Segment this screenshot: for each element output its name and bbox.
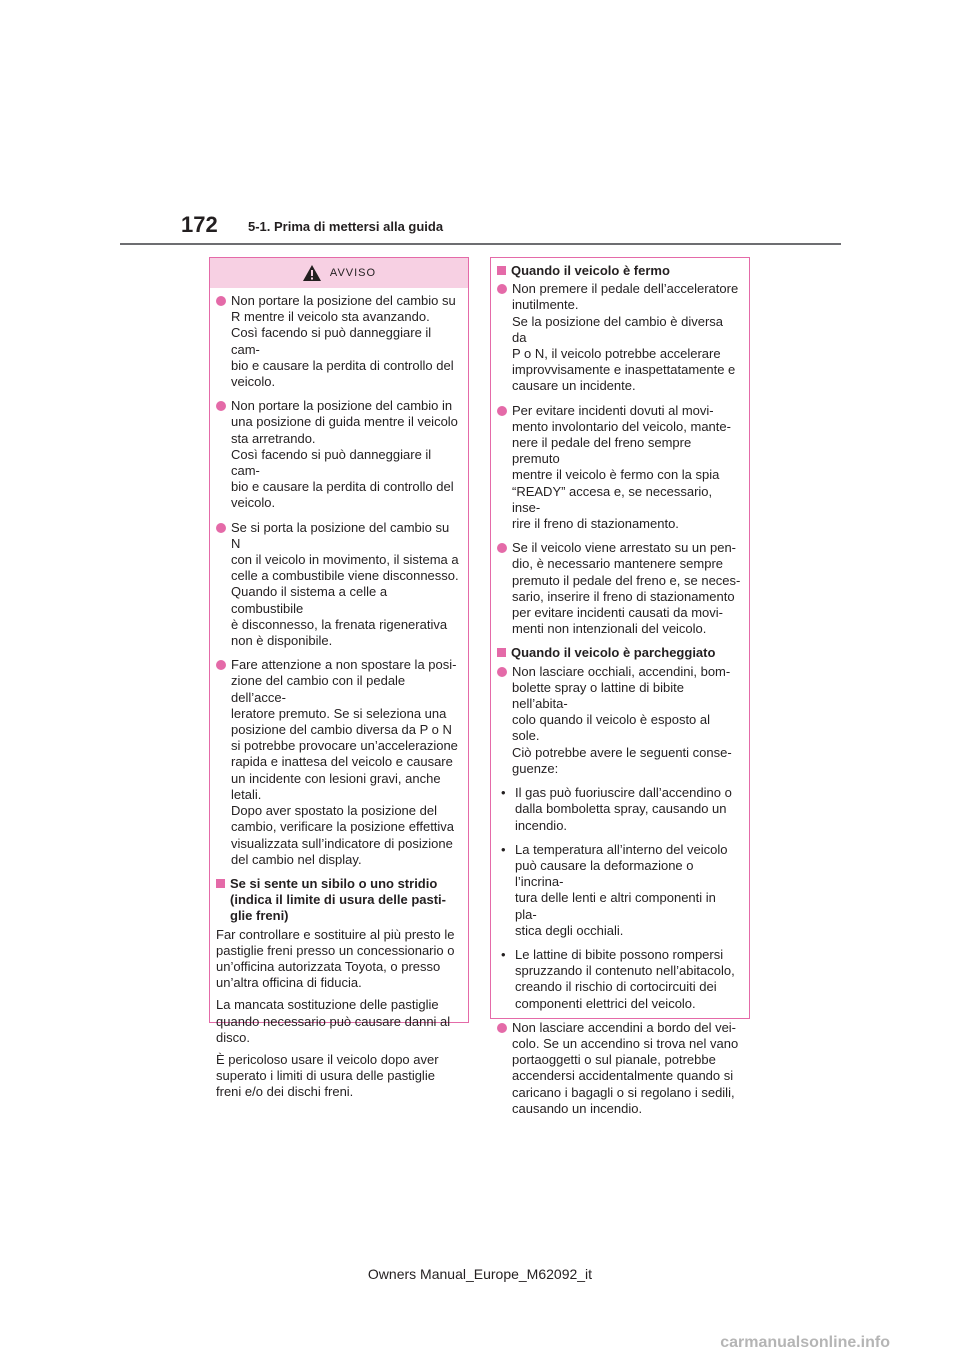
page-number: 172	[181, 212, 218, 237]
subheading	[216, 876, 460, 925]
list-item-text: Fare attenzione a non spostare la posi- zione del cambio con il pedale dell’acce- leratore premuto. Se si seleziona una posizione del cambio diversa da P o N si potrebbe provocare un’accelerazione rapida e inattesa del veicolo e causare un incidente con lesioni gravi, anche letali. Dopo aver spostato la posizione del cambio, verificare la posizione effettiva visualizzata sull’indicatore di posizione del cambio nel display.	[231, 657, 458, 867]
subheading-text: Se si sente un sibilo o uno stridio (indica il limite di usura delle pasti- glie freni)	[230, 875, 446, 924]
warning-content	[210, 288, 468, 1113]
dot-list-item	[497, 947, 741, 1012]
warning-label: AVVISO	[329, 266, 377, 279]
list-item-text: Per evitare incidenti dovuti al movi- mento involontario del veicolo, mante- nere il pedale del freno sempre premuto mentre il veicolo è fermo con la spia “READY” accesa e, se necessario, inse- rire il freno di stazionamento.	[512, 402, 731, 532]
list-item	[497, 1020, 741, 1117]
bullet-icon	[497, 667, 507, 677]
subheading-text: Quando il veicolo è fermo	[511, 263, 670, 278]
warning-box	[209, 257, 469, 1100]
watermark: carmanualsonline.info	[720, 1334, 890, 1351]
page-header	[0, 0, 960, 250]
list-item-text: Non premere il pedale dell’acceleratore inutilmente. Se la posizione del cambio è diversa da P o N, il veicolo potrebbe accelerare improvvisamente e inaspettatamente e causare un incidente.	[512, 281, 739, 394]
dot-list-item	[497, 785, 741, 834]
subheading	[497, 263, 741, 279]
bullet-icon	[216, 296, 226, 306]
dot-list-item-text: Il gas può fuoriuscire dall’accendino o dalla bomboletta spray, causando un incendio.	[515, 785, 732, 833]
list-item	[216, 657, 460, 868]
dot-list-item	[497, 842, 741, 939]
bullet-icon	[216, 660, 226, 670]
info-content	[491, 258, 749, 1131]
list-item	[216, 293, 460, 390]
list-item-text: Non lasciare occhiali, accendini, bom- bolette spray o lattine di bibite nell’abita- colo quando il veicolo è esposto al sole. Ciò potrebbe avere le seguenti conse- guenze:	[512, 663, 732, 776]
square-bullet-icon	[497, 266, 506, 275]
subheading-text: Quando il veicolo è parcheggiato	[511, 645, 716, 661]
dot-bullet-icon: •	[501, 785, 506, 801]
square-bullet-icon	[497, 648, 506, 657]
dot-list-item-text: Le lattine di bibite possono rompersi spruzzando il contenuto nell’abitacolo, creando il rischio di cortocircuiti dei componenti elettrici del veicolo.	[515, 946, 735, 1011]
warning-header	[210, 258, 468, 288]
list-item-text: Non lasciare accendini a bordo del vei- colo. Se un accendino si trova nel vano portaoggetti o sul pianale, potrebbe accendersi accidentalmente quando si caricano i bagagli o si regolano i sedili, causando un incendio.	[512, 1019, 739, 1116]
info-box	[490, 257, 750, 1116]
section-title: 5-1. Prima di mettersi alla guida	[248, 219, 444, 234]
list-item	[216, 398, 460, 511]
paragraph: È pericoloso usare il veicolo dopo aver superato i limiti di usura delle pastiglie freni e/o dei dischi freni.	[216, 1051, 439, 1100]
dot-list-item-text: La temperatura all’interno del veicolo può causare la deformazione o l’incrina- tura delle lenti e altri componenti in pla- stica degli occhiali.	[515, 841, 728, 938]
list-item	[216, 520, 460, 650]
list-item-text: Non portare la posizione del cambio in una posizione di guida mentre il veicolo sta arretrando. Così facendo si può danneggiare il cam- bio e causare la perdita di controllo del veicolo.	[231, 398, 458, 511]
square-bullet-icon	[216, 879, 225, 888]
bullet-icon	[497, 406, 507, 416]
bullet-icon	[216, 523, 226, 533]
header-divider	[120, 243, 841, 245]
page-footer: Owners Manual_Europe_M62092_it	[367, 1266, 593, 1282]
list-item	[497, 540, 741, 637]
bullet-icon	[497, 284, 507, 294]
list-item	[497, 403, 741, 533]
list-item-text: Non portare la posizione del cambio su R mentre il veicolo sta avanzando. Così facendo si può danneggiare il cam- bio e causare la perdita di controllo del veicolo.	[231, 293, 456, 390]
paragraph: Far controllare e sostituire al più presto le pastiglie freni presso un concessionario o un’officina autorizzata Toyota, o presso un’altra officina di fiducia.	[216, 926, 455, 991]
list-item	[497, 664, 741, 777]
bullet-icon	[497, 1023, 507, 1033]
list-item-text: Se si porta la posizione del cambio su N con il veicolo in movimento, il sistema a celle a combustibile viene disconnesso. Quando il sistema a celle a combustibile è disconnesso, la frenata rigenerativa non è disponibile.	[231, 519, 459, 649]
bullet-icon	[216, 401, 226, 411]
paragraph: La mancata sostituzione delle pastiglie quando necessario può causare danni al disco.	[216, 997, 451, 1045]
subheading	[497, 645, 741, 661]
dot-bullet-icon: •	[501, 946, 506, 962]
bullet-icon	[497, 543, 507, 553]
list-item	[497, 281, 741, 394]
dot-bullet-icon: •	[501, 841, 506, 857]
list-item-text: Se il veicolo viene arrestato su un pen- dio, è necessario mantenere sempre premuto il pedale del freno e, se neces- sario, inserire il freno di stazionamento per evitare incidenti causati da movi- menti non intenzionali del veicolo.	[512, 540, 741, 637]
warning-triangle-icon	[302, 264, 322, 282]
